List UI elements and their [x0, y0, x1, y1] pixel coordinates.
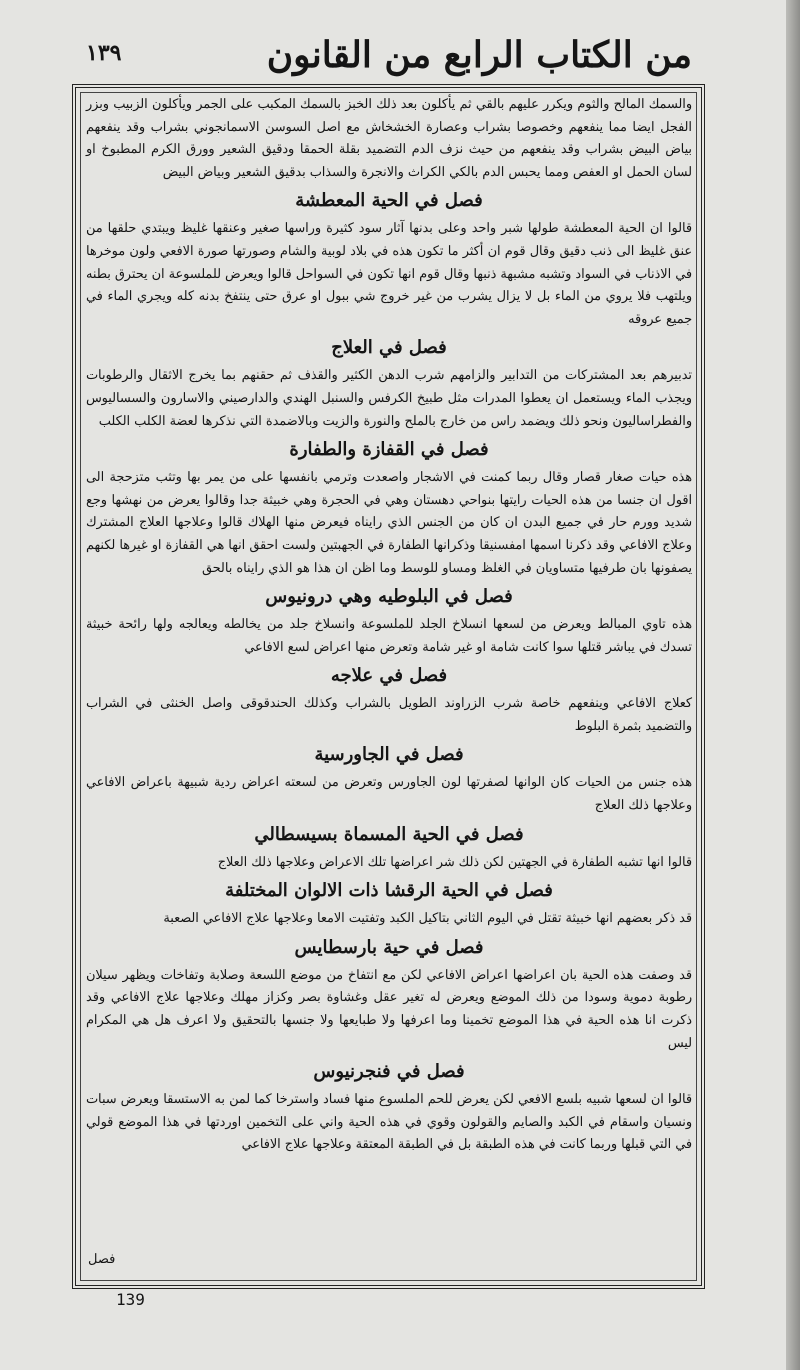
section-5-heading: فصل في علاجه: [330, 665, 448, 687]
section-8-text: قد ذكر بعضهم انها خبيثة تقتل في اليوم الثاني بتاكيل الكبد وتفتيت الامعا وعلاجها علاج الافاعي الصعبة: [163, 911, 692, 927]
catchword: فصل: [88, 1252, 116, 1267]
section-6-heading: فصل في الجاورسية: [314, 744, 464, 766]
section-10-heading: فصل في فنجرنيوس: [313, 1061, 465, 1083]
section-6-text: هذه جنس من الحيات كان الوانها لصفرتها لون الجاورس وتعرض من لسعته اعراض ردية شبيهة باعراض الافاعي وعلاجها ذلك العلاج: [86, 775, 692, 814]
section-3-text: هذه حيات صغار قصار وقال ربما كمنت في الاشجار واصعدت وترمي بانفسها على من يمر بها وتثب متزحجة الى اقول ان جنسا من هذه الحيات رايتها بنواحي دهستان وهي في الحجرة وهي خبيثة جدا وقالوا يعرض من نهشها وجع شديد وورم حار في جميع البدن ان كان من الجنس الذي رايناه فيعرض منها الهلاك قالوا وعلاجها العلاج المشترك وعلاج الافاعي وقد ذكرنا اسمها امفسنيقا وذكرانها الطفارة في الجهبتين ولست احقق انها هي القفازة او غيرها لكنهم يصفونها بان طرفيها متساويان في الغلظ ومساو للوسط وما اظن ان هذا هو الذي رايناه بالحق: [86, 470, 692, 576]
section-2-heading: فصل في العلاج: [331, 337, 447, 359]
page-number-bottom: 139: [116, 1290, 145, 1309]
book-spine-shadow: [786, 0, 800, 1370]
section-2-text: تدبيرهم بعد المشتركات من التدابير والزامهم شرب الدهن الكثير والقذف ثم حقنهم بما يخرج الاثقال والرطوبات ويجذب الماء ويستعمل ان يعطوا المدرات مثل طبيخ الكرفس والسنبل الهندي والدارصيني والاسارون والسساليوس والفطراساليون ونحو ذلك ويضمد راس من خارج بالملح والنورة والزيت وبالاضمدة التي نذكرها لعضة الكلب الكلب: [86, 368, 692, 429]
section-5-text: كعلاج الافاعي وينفعهم خاصة شرب الزراوند الطويل بالشراب وكذلك الحندقوقى واصل الخنثى في الشراب والتضميد بثمرة البلوط: [86, 696, 692, 734]
page-body: [86, 94, 692, 1279]
section-9-heading: فصل في حية بارسطايس: [294, 936, 484, 958]
section-3-heading: فصل في القفازة والطفارة: [289, 439, 489, 461]
section-4-heading: فصل في البلوطيه وهي درونيوس: [265, 586, 513, 608]
section-4-text: هذه تاوي المبالط ويعرض من لسعها انسلاخ الجلد للملسوعة وانسلاخ جلد من يخالطه ويعالجه ولها رائحة خبيثة تسدك في يباشر قتلها سوا كانت شامة او غير شامة وتعرض منها اعراض لسع الافاعي: [86, 617, 692, 655]
running-head: [80, 28, 700, 88]
section-7-text: قالوا انها تشبه الطفارة في الجهتين لكن ذلك شر اعراضها تلك الاعراض وعلاجها ذلك العلاج: [217, 854, 692, 870]
section-1-heading: فصل في الحية المعطشة: [295, 190, 483, 212]
section-8-heading: فصل في الحية الرقشا ذات الالوان المختلفة: [225, 880, 553, 902]
section-1-text: قالوا ان الحية المعطشة طولها شبر واحد وعلى بدنها آثار سود كثيرة وراسها صغير وعنقها غليظ ويبتدي حلقها من عنق غليظ الى ذنب دقيق وقال قوم ان أكثر ما تكون هذه في بلاد لوبية والشام وصورتها صورة الافعي ولون موخرها في الاذناب في السواد وتشبه مشبهة ذنبها وقال قوم انها تكون في السواحل قالوا ويعرض للملسوعة ان يحترق بطنه ويلتهب فلا يروي من الماء بل لا يزال يشرب من غير خروج شي ببول او عرق حتى ينتفخ بدنه كله ويجري الماء في جميع عروقه: [86, 221, 692, 327]
page-number-top: ١٣٩: [86, 40, 122, 66]
section-0-text: والسمك المالح والثوم ويكرر عليهم بالقي ثم يأكلون بعد ذلك الخبز بالسمك المكبب على الجمر ويأكلون الزبيب وبزر الفجل ايضا مما ينفعهم وخصوصا بشراب وعصارة الخشخاش مع اصل السوسن الاسمانجوني بشراب وقد ينفعهم بياض البيض بشراب وقد ينفعهم من حيث نزف الدم التضميد بقلة الحمقا ودقيق الشعير وورق الكرم المطبوخ او لسان الحمل او العفص ومما يحبس الدم بالكي الكراث والانجرة والسذاب بدقيق الشعير وبياض البيض: [86, 97, 692, 180]
section-7-heading: فصل في الحية المسماة بسيسطالي: [254, 823, 524, 845]
running-title: من الكتاب الرابع من القانون: [266, 34, 692, 76]
section-10-text: قالوا ان لسعها شبيه بلسع الافعي لكن يعرض للحم الملسوع منها فساد واسترخا كما لمن به الاستسقا ويعرض سبات ونسيان واسقام في الكبد والصايم والقولون وقوي في هذه الحية واني على التخمين اوردتها في هذا الموضع قولي في التي قبلها وربما كانت في هذه الطبقة بل في الطبقة المعتقة وعلاجها علاج الافاعي: [86, 1092, 692, 1153]
section-9-text: قد وصفت هذه الحية بان اعراضها اعراض الافاعي لكن مع انتفاخ من موضع اللسعة وصلابة وتفاخات ويظهر سيلان رطوبة دموية وسودا من ذلك الموضع ويعرض له تغير عقل وغشاوة بصر وكزاز مهلك وعلاجها علاج الافاعي وقد ذكرت انا هذه الحية في هذا الموضع تخمينا وما اعرفها ولا طبايعها ولا جنسها بالتحقيق ولا اعرف هل هي المكرام ليس: [86, 967, 692, 1051]
